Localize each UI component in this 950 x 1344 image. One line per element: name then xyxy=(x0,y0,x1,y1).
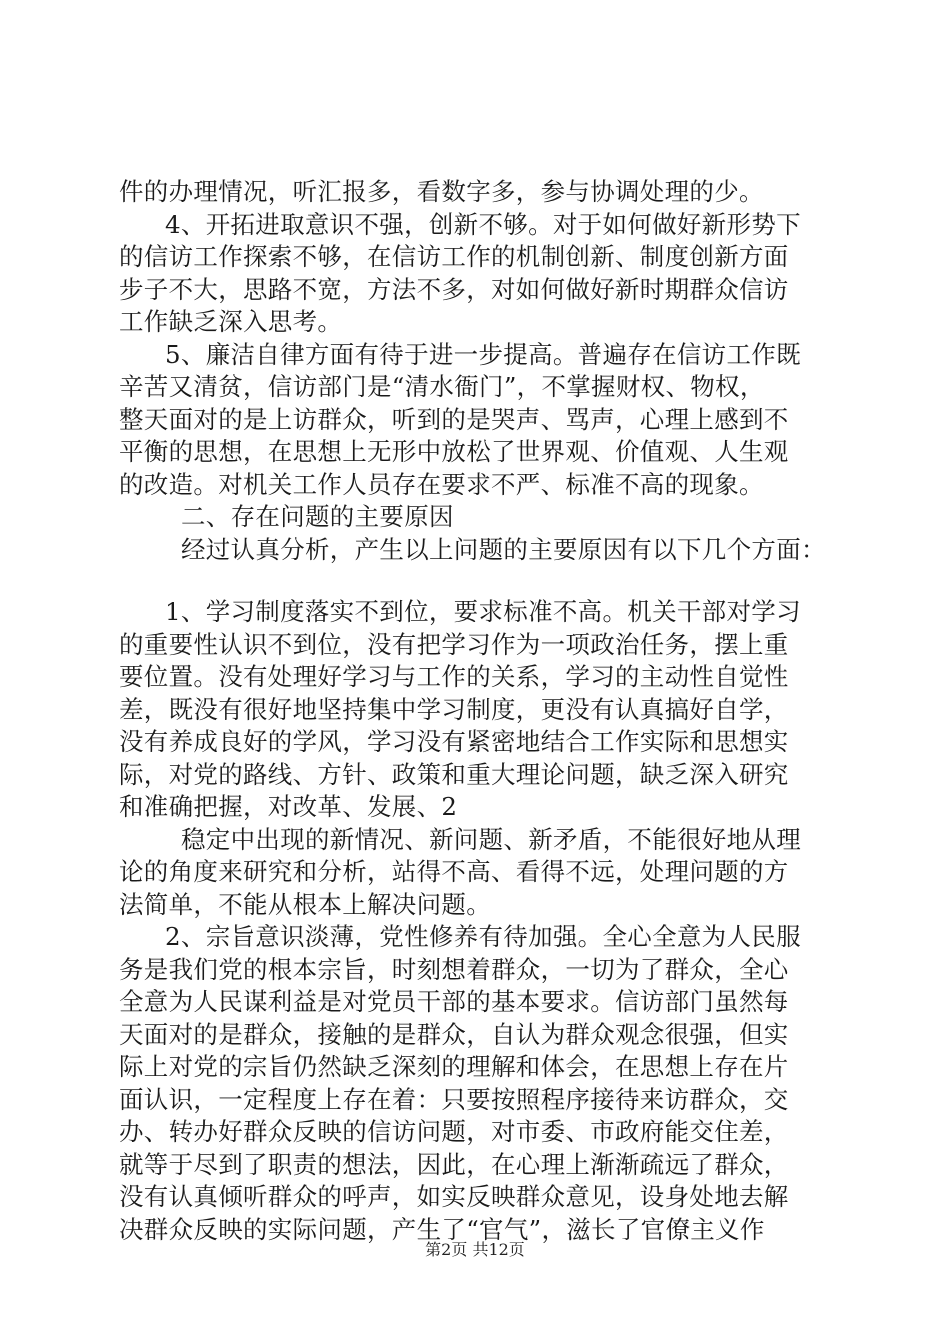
text-line: 平衡的思想，在思想上无形中放松了世界观、价值观、人生观 xyxy=(119,437,789,466)
section-heading: 二、存在问题的主要原因 xyxy=(181,502,454,531)
document-body xyxy=(119,176,839,1246)
text-line: 的重要性认识不到位，没有把学习作为一项政治任务，摆上重 xyxy=(119,629,789,659)
text-line: 的改造。对机关工作人员存在要求不严、标准不高的现象。 xyxy=(119,469,764,499)
text-line: 办、转办好群众反映的信访问题，对市委、市政府能交住差， xyxy=(119,1117,789,1146)
text-line: 天面对的是群众，接触的是群众，自认为群众观念很强，但实 xyxy=(119,1019,789,1049)
text-line: 的信访工作探索不够，在信访工作的机制创新、制度创新方面 xyxy=(119,242,789,271)
text-line: 整天面对的是上访群众，听到的是哭声、骂声，心理上感到不 xyxy=(119,404,789,434)
text-line: 没有认真倾听群众的呼声，如实反映群众意见，设身处地去解 xyxy=(119,1182,789,1211)
text-line: 际，对党的路线、方针、政策和重大理论问题，缺乏深入研究 xyxy=(119,759,789,789)
text-line: 辛苦又清贫，信访部门是“清水衙门”，不掌握财权、物权， xyxy=(119,372,765,401)
text-line: 没有养成良好的学风，学习没有紧密地结合工作实际和思想实 xyxy=(119,727,789,756)
text-line: 工作缺乏深入思考。 xyxy=(119,307,343,336)
page-number-footer: 第2页 共12页 xyxy=(425,1240,525,1259)
text-line: 4、开拓进取意识不强，创新不够。对于如何做好新形势下 xyxy=(165,209,801,239)
text-line: 务是我们党的根本宗旨，时刻想着群众，一切为了群众，全心 xyxy=(119,954,789,984)
text-line: 件的办理情况，听汇报多，看数字多，参与协调处理的少。 xyxy=(119,177,764,206)
paragraph-gap xyxy=(119,566,839,596)
text-line: 法简单，不能从根本上解决问题。 xyxy=(119,889,491,919)
text-line: 差，既没有很好地坚持集中学习制度，更没有认真搞好自学， xyxy=(119,694,789,724)
text-line: 面认识，一定程度上存在着：只要按照程序接待来访群众，交 xyxy=(119,1084,789,1114)
text-line: 论的角度来研究和分析，站得不高、看得不远，处理问题的方 xyxy=(119,857,789,886)
text-line: 步子不大，思路不宽，方法不多，对如何做好新时期群众信访 xyxy=(119,274,789,304)
text-line: 2、宗旨意识淡薄，党性修养有待加强。全心全意为人民服 xyxy=(165,922,801,951)
text-line: 稳定中出现的新情况、新问题、新矛盾，不能很好地从理 xyxy=(181,824,801,854)
text-line: 决群众反映的实际问题，产生了“官气”，滋长了官僚主义作 xyxy=(119,1214,765,1244)
text-line: 要位置。没有处理好学习与工作的关系，学习的主动性自觉性 xyxy=(119,662,789,691)
text-line: 就等于尽到了职责的想法，因此，在心理上渐渐疏远了群众， xyxy=(119,1149,789,1179)
text-line: 和准确把握，对改革、发展、2 xyxy=(119,792,458,821)
text-line: 1、学习制度落实不到位，要求标准不高。机关干部对学习 xyxy=(165,597,801,626)
text-line: 全意为人民谋利益是对党员干部的基本要求。信访部门虽然每 xyxy=(119,987,789,1016)
text-line: 5、廉洁自律方面有待于进一步提高。普遍存在信访工作既 xyxy=(165,339,801,369)
text-line: 际上对党的宗旨仍然缺乏深刻的理解和体会，在思想上存在片 xyxy=(119,1052,789,1081)
text-line: 经过认真分析，产生以上问题的主要原因有以下几个方面： xyxy=(181,534,826,564)
